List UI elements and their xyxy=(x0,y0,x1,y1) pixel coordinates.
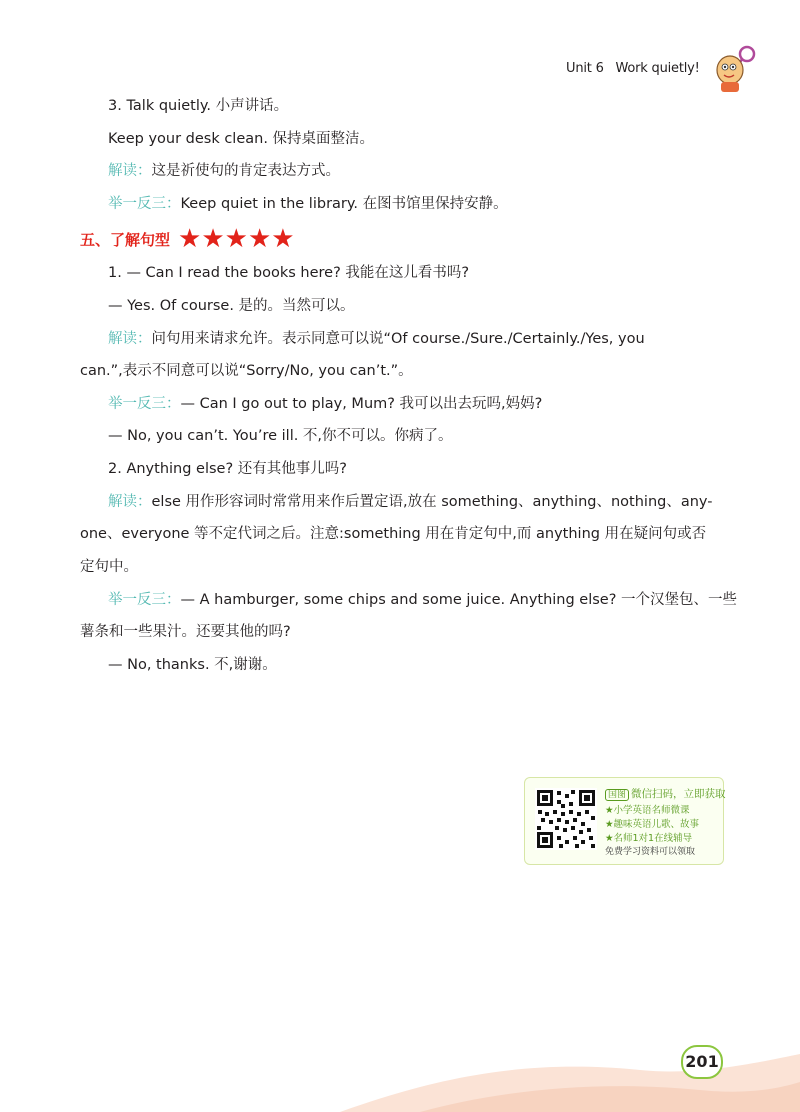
mascot-icon xyxy=(710,44,758,96)
text-line: 举一反三：Keep quiet in the library. 在图书馆里保持安静。 xyxy=(108,196,508,212)
qr-code-icon[interactable] xyxy=(535,788,597,850)
text-line: can.”,表示不同意可以说“Sorry/No, you can’t.”。 xyxy=(80,363,413,379)
practice-label: 举一反三： xyxy=(108,396,181,412)
qr-promo-card[interactable] xyxy=(524,777,724,865)
note-label: 解读： xyxy=(108,163,152,179)
qr-item: ★趣味英语儿歌、故事 xyxy=(605,819,700,830)
footer-wave xyxy=(0,1040,800,1112)
note-label: 解读： xyxy=(108,494,152,510)
text-line: 薯条和一些果汁。还要其他的吗? xyxy=(80,624,291,640)
text-line: 举一反三：— Can I go out to play, Mum? 我可以出去玩吗,妈妈? xyxy=(108,396,543,412)
unit-label: Unit 6 xyxy=(566,61,604,76)
qr-note: 免费学习资料可以领取 xyxy=(605,847,696,857)
text-line: 定句中。 xyxy=(80,559,138,575)
qr-tag: 国图 xyxy=(605,789,629,801)
text-line: Keep your desk clean. 保持桌面整洁。 xyxy=(108,131,375,147)
practice-label: 举一反三： xyxy=(108,592,181,608)
qr-item: ★小学英语名师微课 xyxy=(605,805,690,816)
text-line: 2. Anything else? 还有其他事儿吗? xyxy=(108,461,347,477)
difficulty-stars xyxy=(178,224,296,254)
note-label: 解读： xyxy=(108,331,152,347)
text-line: 1. — Can I read the books here? 我能在这儿看书吗? xyxy=(108,265,470,281)
text-line: one、everyone 等不定代词之后。注意:something 用在肯定句中,而 anything 用在疑问句或否 xyxy=(80,526,707,542)
text-line: 解读：else 用作形容词时常常用来作后置定语,放在 something、anything、nothing、any- xyxy=(108,494,713,510)
text-line: — No, thanks. 不,谢谢。 xyxy=(108,657,277,673)
section-heading xyxy=(80,224,296,254)
qr-title: 国图 微信扫码，立即获取 xyxy=(605,786,726,801)
qr-item: ★名师1对1在线辅导 xyxy=(605,833,693,844)
section-title: 五、了解句型 xyxy=(80,230,171,249)
text-line: 举一反三：— A hamburger, some chips and some juice. Anything else? 一个汉堡包、一些 xyxy=(108,592,738,608)
text-line: — Yes. Of course. 是的。当然可以。 xyxy=(108,298,355,314)
unit-title: Work quietly! xyxy=(615,61,700,76)
page-number: 201 xyxy=(681,1045,723,1079)
text-line: 3. Talk quietly. 小声讲话。 xyxy=(108,98,289,114)
text-line: 解读：问句用来请求允许。表示同意可以说“Of course./Sure./Certainly./Yes, you xyxy=(108,331,645,347)
practice-label: 举一反三： xyxy=(108,196,181,212)
header-text xyxy=(566,61,700,76)
text-line: 解读：这是祈使句的肯定表达方式。 xyxy=(108,163,340,179)
text-line: — No, you can’t. You’re ill. 不,你不可以。你病了。 xyxy=(108,428,453,444)
star-icon: ★★★★★ xyxy=(178,224,295,254)
